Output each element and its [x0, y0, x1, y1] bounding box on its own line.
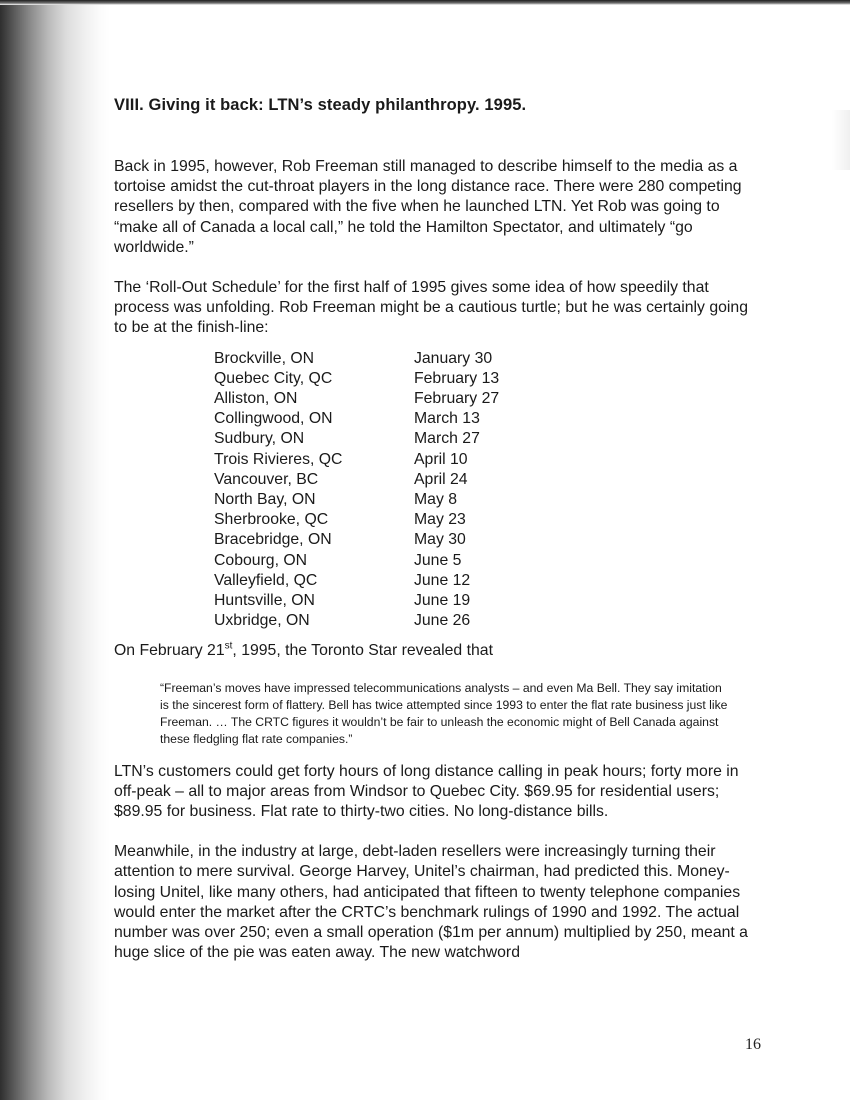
schedule-date: February 27: [414, 390, 500, 408]
schedule-row: [214, 349, 499, 369]
schedule-city: Collingwood, ON: [214, 410, 333, 428]
schedule-row: [214, 591, 499, 611]
schedule-row: [214, 530, 499, 550]
star-intro-before: On February 21: [114, 642, 225, 660]
paragraph-industry: Meanwhile, in the industry at large, debt-laden resellers were increasingly turning their attention to mere survival. George Harvey, Unitel’s chairman, had predicted this. Money-losing Unitel, like many others, had anticipated that fifteen to twenty telephone companies would enter the market after the CRTC’s benchmark rulings of 1990 and 1992. The actual number was over 250; even a small operation ($1m per annum) multiplied by 250, meant a huge slice of the pie was eaten away. The new watchword: [114, 843, 748, 962]
schedule-row: [214, 369, 499, 389]
paragraph-toronto-star: [114, 641, 764, 661]
schedule-date: May 8: [414, 491, 458, 509]
schedule-date: January 30: [414, 349, 493, 367]
document-page: [114, 96, 764, 964]
schedule-date: June 12: [414, 571, 471, 589]
schedule-date: April 24: [414, 470, 468, 488]
schedule-city: Uxbridge, ON: [214, 612, 310, 630]
schedule-date: June 26: [414, 612, 471, 630]
schedule-row: [214, 510, 499, 530]
paragraph-tortoise: Back in 1995, however, Rob Freeman still managed to describe himself to the media as a tortoise amidst the cut-throat players in the long distance race. There were 280 competing resellers by then, compared with the five when he launched LTN. Yet Rob was going to “make all of Canada a local call,” he told the Hamilton Spectator, and ultimately “go worldwide.”: [114, 158, 742, 256]
schedule-city: Vancouver, BC: [214, 470, 319, 488]
schedule-city: Huntsville, ON: [214, 592, 315, 610]
spine-shadow: [0, 0, 110, 1100]
schedule-date: May 30: [414, 531, 466, 549]
paragraph-customers: LTN’s customers could get forty hours of long distance calling in peak hours; forty more in off-peak – all to major areas from Windsor to Quebec City. $69.95 for residential users; $89.95 for business. Flat rate to thirty-two cities. No long-distance bills.: [114, 762, 739, 821]
schedule-row: [214, 429, 499, 449]
schedule-city: Trois Rivieres, QC: [214, 450, 343, 468]
schedule-date: February 13: [414, 369, 500, 387]
rollout-schedule-table: [214, 349, 499, 632]
schedule-city: Alliston, ON: [214, 390, 298, 408]
schedule-city: Sherbrooke, QC: [214, 511, 329, 529]
schedule-city: Bracebridge, ON: [214, 531, 332, 549]
schedule-date: May 23: [414, 511, 466, 529]
schedule-city: Brockville, ON: [214, 349, 315, 367]
schedule-city: Valleyfield, QC: [214, 571, 318, 589]
paragraph-rollout: The ‘Roll-Out Schedule’ for the first half of 1995 gives some idea of how speedily that process was unfolding. Rob Freeman might be a cautious turtle; but he was certainly going to be at the finish-line:: [114, 279, 748, 337]
schedule-date: March 27: [414, 430, 480, 448]
scan-smudge: [832, 110, 850, 170]
block-quote: “Freeman’s moves have impressed telecommunications analysts – and even Ma Bell. They say imitation is the sincerest form of flattery. Bell has twice attempted since 1993 to enter the flat rate business just like Freeman. … The CRTC figures it wouldn’t be fair to unleash the economic might of Bell Canada against these fledgling flat rate companies.”: [160, 680, 728, 746]
schedule-row: [214, 611, 499, 631]
schedule-date: March 13: [414, 410, 480, 428]
schedule-row: [214, 470, 499, 490]
schedule-row: [214, 551, 499, 571]
schedule-row: [214, 571, 499, 591]
rollout-schedule-body: [214, 349, 499, 632]
schedule-city: Cobourg, ON: [214, 551, 308, 569]
schedule-city: Quebec City, QC: [214, 369, 333, 387]
schedule-row: [214, 450, 499, 470]
schedule-city: Sudbury, ON: [214, 430, 305, 448]
schedule-date: April 10: [414, 450, 468, 468]
page-top-edge: [0, 0, 850, 5]
schedule-row: [214, 389, 499, 409]
schedule-row: [214, 490, 499, 510]
schedule-row: [214, 409, 499, 429]
schedule-date: June 5: [414, 551, 462, 569]
schedule-city: North Bay, ON: [214, 491, 316, 509]
star-intro-after: , 1995, the Toronto Star revealed that: [232, 642, 493, 660]
schedule-date: June 19: [414, 592, 471, 610]
section-heading: VIII. Giving it back: LTN’s steady philanthropy. 1995.: [114, 96, 527, 114]
page-number: 16: [745, 1036, 761, 1053]
star-intro-superscript: st: [224, 641, 233, 653]
